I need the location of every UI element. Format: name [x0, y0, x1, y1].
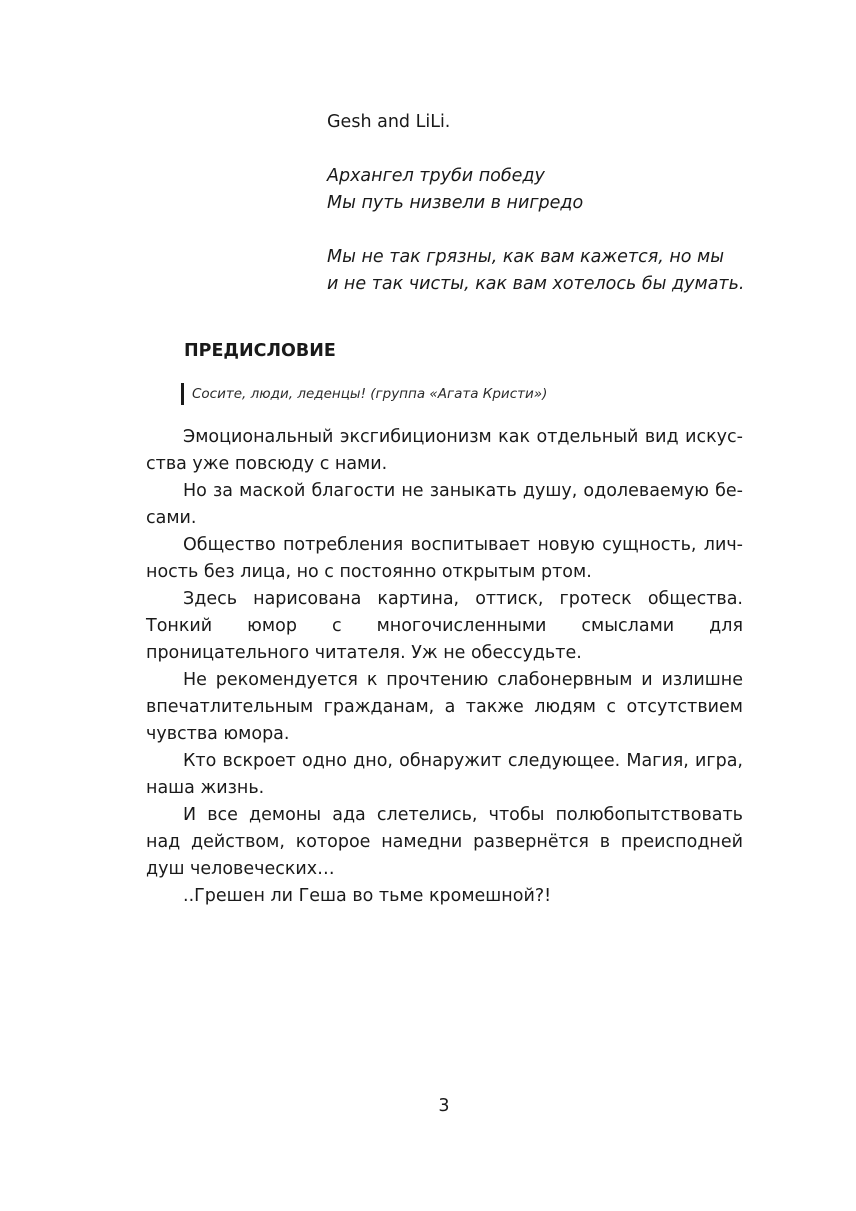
verse-line: Мы путь низвели в нигредо: [327, 193, 584, 213]
paragraph: ..Грешен ли Геша во тьме кромешной?!: [183, 886, 552, 906]
paragraph: Не рекомендуется к прочтению слабонервным и излишне впечатлительным гражданам, а также людям с отсутствием чувства юмора.: [146, 670, 743, 744]
paragraph: Кто вскроет одно дно, обнаружит следующее. Магия, игра, наша жизнь.: [146, 751, 743, 798]
paragraph: Но за маской благости не заныкать душу, одолеваемую бесами.: [146, 481, 743, 528]
authors-line: Gesh and LiLi.: [327, 112, 451, 132]
paragraph: Здесь нарисована картина, оттиск, гротеск общества. Тонкий юмор с многочисленными смыслами для проницательного читателя. Уж не обессудьте.: [146, 589, 743, 663]
dedication-block: [327, 109, 797, 325]
paragraph: И все демоны ада слетелись, чтобы полюбопытствовать над действом, которое намедни развернётся в преисподней душ человеческих…: [146, 805, 743, 879]
verse-stanza-2: [327, 244, 797, 298]
section-heading: ПРЕДИСЛОВИЕ: [184, 341, 336, 361]
body-text: [146, 424, 743, 910]
page-number: 3: [438, 1096, 450, 1116]
paragraph: Эмоциональный эксгибиционизм как отдельный вид искусства уже повсюду с нами.: [146, 427, 743, 474]
verse-line: и не так чисты, как вам хотелось бы думать.: [327, 274, 745, 294]
verse-line: Мы не так грязны, как вам кажется, но мы: [327, 247, 725, 267]
verse-line: Архангел труби победу: [327, 166, 545, 186]
verse-stanza-1: [327, 163, 797, 217]
paragraph: Общество потребления воспитывает новую сущность, личность без лица, но с постоянно открытым ртом.: [146, 535, 743, 582]
epigraph: Сосите, люди, леденцы! (группа «Агата Кристи»): [181, 383, 547, 405]
